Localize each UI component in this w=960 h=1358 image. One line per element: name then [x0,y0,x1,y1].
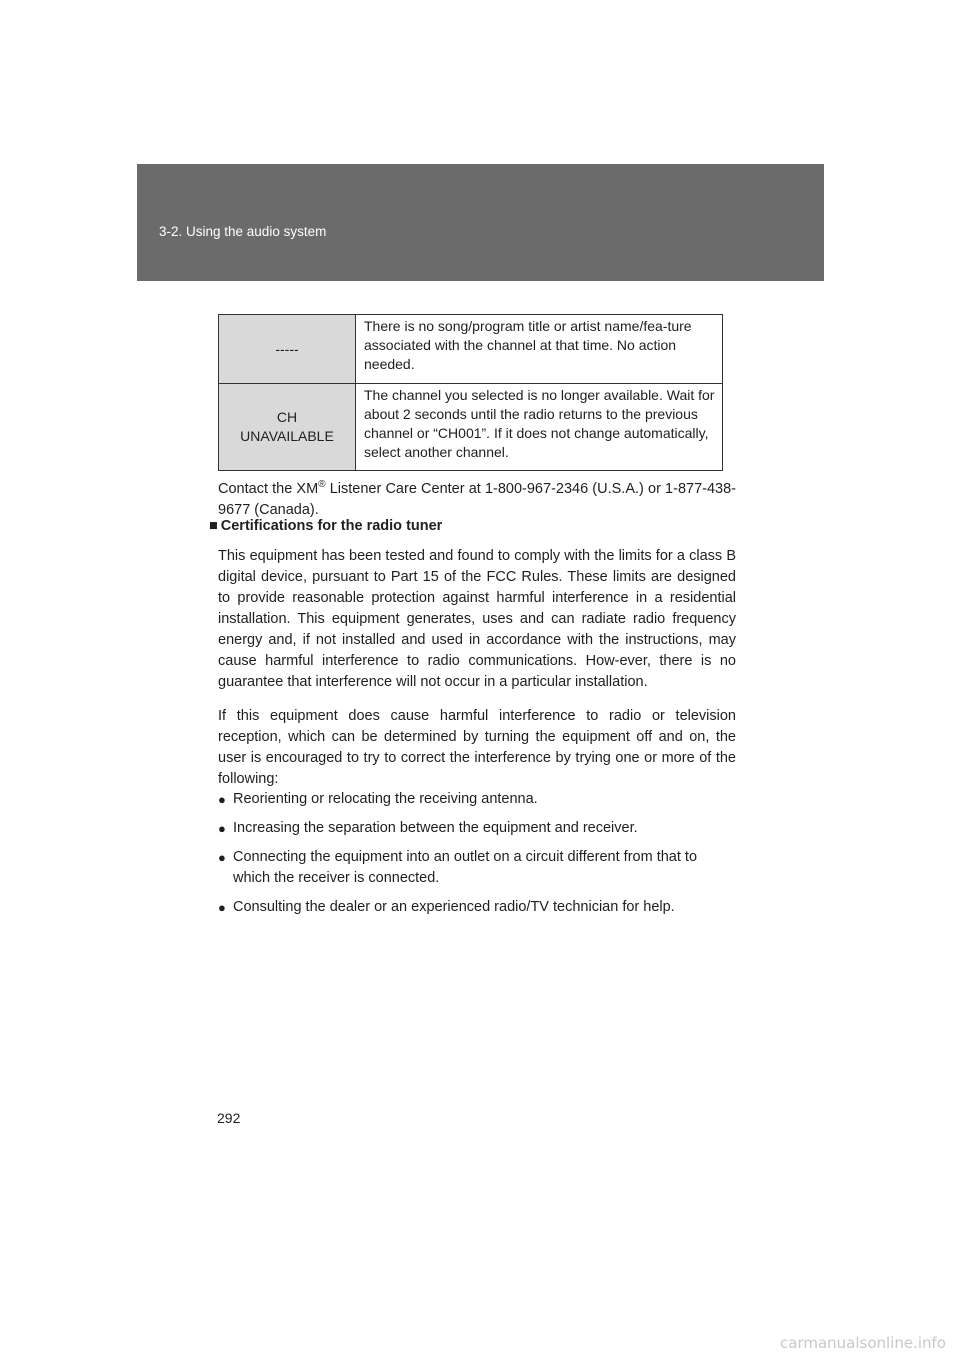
section-title: 3-2. Using the audio system [159,224,327,239]
watermark: carmanualsonline.info [780,1334,946,1352]
code-label: CH [276,409,298,425]
code-cell [219,384,356,471]
list-item-text: Increasing the separation between the equipment and receiver. [233,820,638,836]
certifications-heading [209,518,442,534]
list-item-text: Connecting the equipment into an outlet on a circuit different from that to which the receiver is connected. [233,849,698,886]
code-cell [219,315,356,384]
code-label: ----- [275,340,299,357]
contact-text: Contact the XM [218,480,319,497]
table-row [219,384,723,471]
chapter-header-band [137,164,824,281]
list-item [218,897,738,918]
list-item [218,789,738,810]
remedy-list [218,789,738,926]
circle-bullet-icon: ● [218,850,226,865]
circle-bullet-icon: ● [218,792,226,807]
list-item-text: Reorienting or relocating the receiving antenna. [233,791,538,807]
list-item [218,818,738,839]
contact-text-rest: Listener Care Center at 1-800-967-2346 (U.S.A.) or 1-877-438-9677 (Canada). [218,480,736,518]
contact-paragraph [218,474,736,521]
description-cell: The channel you selected is no longer available. Wait for about 2 seconds until the radio returns to the previous channel or “CH001”. If it does not change automatically, select another channel. [356,384,723,471]
circle-bullet-icon: ● [218,900,226,915]
table-row [219,315,723,384]
fcc-paragraph-2: If this equipment does cause harmful interference to radio or television reception, which can be determined by turning the equipment off and on, the user is encouraged to try to correct the interference by trying one or more of the following: [218,708,736,787]
code-label-line2: UNAVAILABLE [240,428,334,444]
circle-bullet-icon: ● [218,821,226,836]
list-item-text: Consulting the dealer or an experienced radio/TV technician for help. [233,899,675,915]
page-number: 292 [217,1110,241,1126]
square-bullet-icon: ■ [209,518,218,534]
list-item [218,847,738,889]
registered-mark: ® [318,479,326,490]
heading-text: Certifications for the radio tuner [220,518,443,534]
fcc-paragraph-1: This equipment has been tested and found to comply with the limits for a class B digital device, pursuant to Part 15 of the FCC Rules. These limits are designed to provide reasonable protection against harmful interference in a residential installation. This equipment generates, uses and can radiate radio frequency energy and, if not installed and used in accordance with the instructions, may cause harmful interference to radio communications. How-ever, there is no guarantee that interference will not occur in a particular installation. [218,548,736,690]
description-cell: There is no song/program title or artist name/fea-ture associated with the channel at that time. No action needed. [356,315,723,384]
message-code-table [218,314,723,471]
